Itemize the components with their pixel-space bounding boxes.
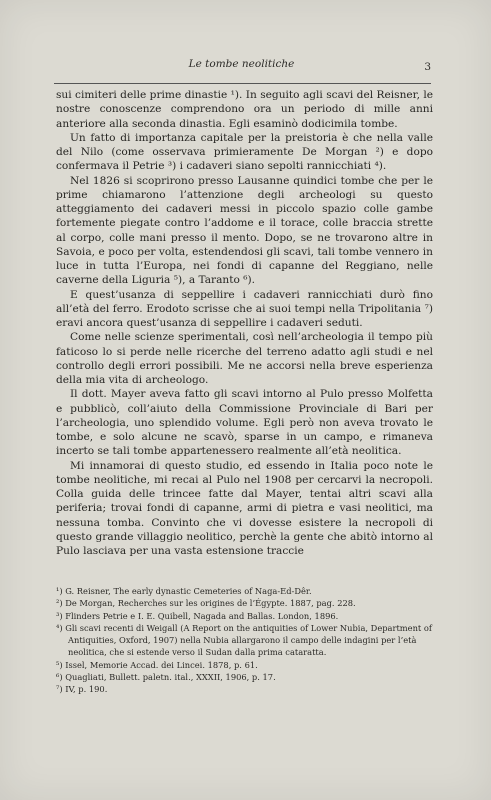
running-title: Le tombe neolitiche: [188, 58, 295, 70]
footnote: ²) De Morgan, Recherches sur les origines de l’Égypte. 1887, pag. 228.: [56, 598, 356, 609]
header-rule: [54, 83, 431, 84]
footnote: ³) Flinders Petrie e I. E. Quibell, Nagada and Ballas. London, 1896.: [56, 610, 339, 621]
footnotes: [56, 585, 433, 696]
paragraph: sui cimiteri delle prime dinastie ¹). In seguito agli scavi del Reisner, le nostre conoscenze comprendono ora un periodo di mille anni anteriore alla seconda dinastia. Egli esaminò dodicimila tombe.: [56, 89, 433, 130]
paragraph: Il dott. Mayer aveva fatto gli scavi intorno al Pulo presso Molfetta e pubblicò, coll’aiuto della Commissione Provinciale di Bari per l’archeologia, uno splendido volume. Egli però non aveva trovato le tombe, e solo alcune ne scavò, sparse in un campo, e rimaneva incerto se tali tombe appartenessero realmente all’età neolitica.: [56, 388, 433, 458]
footnote: ⁶) Quagliati, Bullett. paletn. ital., XXXII, 1906, p. 17.: [56, 672, 276, 683]
paragraph: Un fatto di importanza capitale per la preistoria è che nella valle del Nilo (come osservava primieramente De Morgan ²) e dopo confermava il Petrie ³) i cadaveri siano sepolti rannicchiati ⁴).: [56, 131, 433, 173]
footnote: ¹) G. Reisner, The early dynastic Cemeteries of Naga-Ed-Dêr.: [56, 586, 312, 596]
footnote: ⁷) IV, p. 190.: [56, 684, 108, 695]
page-header: [52, 58, 431, 76]
footnote: ⁵) Issel, Memorie Accad. dei Lincei. 1878, p. 61.: [56, 659, 258, 670]
page-number: 3: [424, 61, 431, 73]
paragraph: E quest’usanza di seppellire i cadaveri rannicchiati durò fino all’età del ferro. Erodoto scrisse che ai suoi tempi nella Tripolitania ⁷) eravi ancora quest’usanza di seppellire i cadaveri seduti.: [56, 288, 433, 329]
paragraph: Come nelle scienze sperimentali, così nell’archeologia il tempo più faticoso lo si perde nelle ricerche del terreno adatto agli studi e nel controllo degli errori possibili. Me ne accorsi nella breve esperienza della mia vita di archeologo.: [56, 331, 433, 386]
footnote: ⁴) Gli scavi recenti di Weigall (A Report on the antiquities of Lower Nubia, Department of Antiquities, Oxford, 1907) nella Nubia allargarono il campo delle indagini per l’età neolitica, che si estende verso il Sudan dalla prima cataratta.: [56, 622, 432, 658]
paragraph: Mi innamorai di questo studio, ed essendo in Italia poco note le tombe neolitiche, mi recai al Pulo nel 1908 per cercarvi la necropoli. Colla guida delle trincee fatte dal Mayer, tentai altri scavi alla periferia; trovai fondi di capanne, armi di pietra e vasi neolitici, ma nessuna tomba. Convinto che vi dovesse esistere la necropoli di questo grande villaggio neolitico, perchè la gente che abitò intorno al Pulo lasciava per una vasta estensione traccie: [56, 459, 433, 557]
main-text: [56, 88, 433, 558]
paragraph: Nel 1826 si scoprirono presso Lausanne quindici tombe che per le prime chiamarono l’attenzione degli archeologi su questo atteggiamento dei cadaveri messi in piccolo spazio colle gambe fortemente piegate contro l’addome e il torace, colle braccia strette al corpo, colle mani presso il mento. Dopo, se ne trovarono altre in Savoia, e poco per volta, estendendosi gli scavi, tali tombe vennero in luce in tutta l’Europa, nei fondi di capanne del Reggiano, nelle caverne della Liguria ⁵), a Taranto ⁶).: [56, 174, 433, 287]
